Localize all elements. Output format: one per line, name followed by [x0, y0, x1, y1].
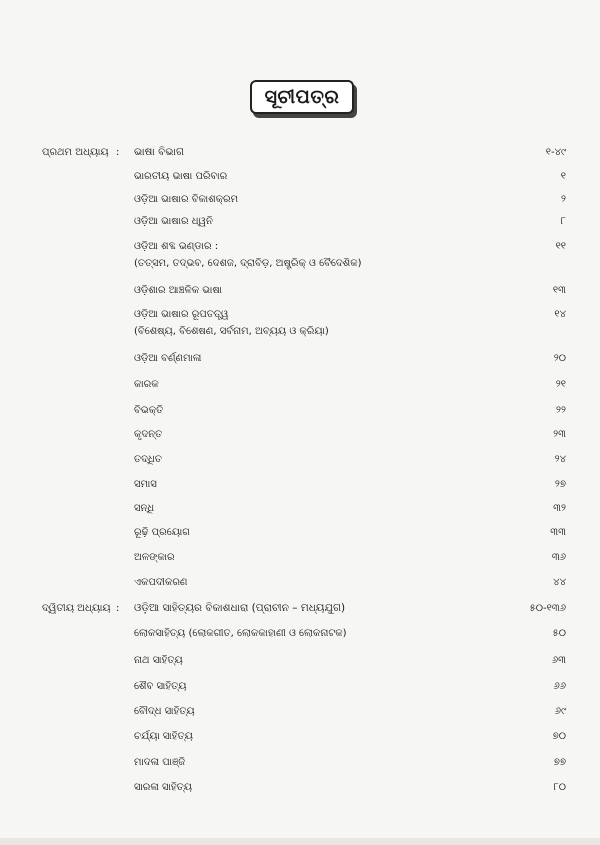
toc-item-text: ଏକପଦୀକରଣ — [134, 577, 188, 588]
chapter-label: ପ୍ରଥମ ଅଧ୍ୟାୟ — [42, 147, 109, 158]
toc-item-title — [134, 284, 222, 297]
toc-item-title — [134, 308, 329, 338]
toc-page-number: ୧୩ — [552, 285, 566, 296]
toc-item-text: ଓଡ଼ିଆ ଭାଷାର ରୂପତତ୍ତ୍ୱ — [134, 309, 229, 320]
toc-item-text: ଓଡ଼ିଶାର ଆଞ୍ଚଳିକ ଭାଷା — [134, 285, 223, 296]
toc-item-text: ଓଡ଼ିଆ ସାହିତ୍ୟର ବିକାଶଧାରା (ପ୍ରାଚୀନ – ମଧ୍ୟଯୁଗ) — [134, 602, 346, 614]
toc-item-title — [134, 705, 195, 718]
toc-page-number: ୩୩ — [550, 527, 566, 538]
toc-page-number: ୬୩ — [551, 655, 566, 666]
toc-page-number: ୨୦ — [553, 353, 566, 364]
toc-page-number: ୨୪ — [554, 454, 566, 465]
toc-item-title — [134, 453, 162, 466]
toc-page-number: ୮ — [560, 216, 566, 227]
toc-item-text: ବିଭକ୍ତି — [134, 405, 164, 416]
toc-item-subtext: (ବିଶେଷ୍ୟ, ବିଶେଷଣ, ସର୍ବନାମ, ଅବ୍ୟୟ ଓ କ୍ରିୟା) — [134, 326, 329, 337]
toc-item-text: ଭାଷା ବିଭାଗ — [134, 146, 185, 158]
toc-item-text: ସନ୍ଧି — [134, 503, 155, 514]
toc-page-number: ୨୩ — [553, 429, 566, 440]
toc-item-text: ବୌଦ୍ଧ ସାହିତ୍ୟ — [134, 706, 195, 717]
toc-item-text: ମାଦଳା ପାଞ୍ଜି — [134, 757, 186, 768]
toc-item-text: ଲୋକସାହିତ୍ୟ (ଲୋକଗୀତ, ଲୋକକାହାଣୀ ଓ ଲୋକନାଟକ) — [134, 628, 347, 639]
toc-page-number: ୧୧ — [555, 241, 566, 252]
toc-page-number: ୨୨ — [556, 405, 566, 416]
toc-item-subtext: (ତତ୍ସମ, ତଦ୍‌ଭବ, ଦେଶଜ, ଦ୍ରାବିଡ଼, ଅଷ୍ଟ୍ରିକ୍ ଓ ବୈଦେଶିକ) — [134, 258, 362, 269]
toc-item-title — [134, 551, 175, 564]
toc-item-text: ଓଡ଼ିଆ ଶବ୍ଦ ଭଣ୍ଡାର : — [134, 241, 219, 252]
toc-item-text: ଓଡ଼ିଆ ଭାଷାର ବିକାଶକ୍ରମ — [134, 194, 239, 205]
chapter-colon: : — [116, 603, 120, 614]
toc-page-number: ୨୭ — [554, 479, 566, 490]
toc-page-number: ୫୦ — [552, 628, 566, 639]
toc-item-title — [134, 193, 238, 206]
toc-item-title — [134, 352, 201, 365]
toc-item-title — [134, 428, 162, 441]
toc-item-text: କୃଦନ୍ତ — [134, 429, 163, 440]
toc-item-text: ସମାସ — [134, 479, 157, 490]
toc-page-number: ୨୧ — [555, 379, 566, 390]
toc-item-text: ଚର୍ଯ୍ୟା ସାହିତ୍ୟ — [134, 731, 193, 742]
toc-item-text: ଭାରତୀୟ ଭାଷା ପରିବାର — [134, 171, 228, 182]
toc-item-title — [134, 526, 190, 539]
chapter-label: ଦ୍ୱିତୀୟ ଅଧ୍ୟାୟ — [42, 603, 111, 614]
toc-page-number: ୬୬ — [553, 681, 566, 692]
toc-item-title — [134, 730, 193, 743]
toc-item-text: ଓଡ଼ିଆ ବର୍ଣ୍ଣମାଳା — [134, 353, 202, 364]
toc-item-title — [134, 781, 192, 794]
toc-item-text: ଅଳଙ୍କାର — [134, 552, 175, 563]
toc-page-number: ୧-୪୯ — [545, 147, 566, 158]
toc-item-title — [134, 654, 183, 667]
toc-item-title — [134, 215, 213, 228]
toc-item-title — [134, 378, 159, 391]
toc-item-text: ଶୈବ ସାହିତ୍ୟ — [134, 681, 187, 692]
toc-page-number: ୩୨ — [553, 503, 566, 514]
page-title: ସୂଚୀପତ୍ର — [250, 80, 354, 114]
toc-page-number: ୬୯ — [554, 706, 566, 717]
toc-item-title — [134, 170, 227, 183]
toc-page-number: ୫୦-୧୩୬ — [529, 603, 566, 614]
toc-page-number: ୪୪ — [553, 577, 566, 588]
toc-item-text: ସାରଳା ସାହିତ୍ୟ — [134, 782, 193, 793]
toc-item-text: ଓଡ଼ିଆ ଭାଷାର ଧ୍ୱନି — [134, 216, 213, 227]
chapter-title — [134, 146, 184, 159]
toc-item-title — [134, 576, 188, 589]
chapter-title — [134, 602, 345, 615]
toc-item-title — [134, 240, 362, 270]
toc-page-number: ୧ — [560, 171, 566, 182]
toc-item-text: ନାଥ ସାହିତ୍ୟ — [134, 655, 183, 666]
toc-item-title — [134, 478, 157, 491]
toc-item-title — [134, 756, 185, 769]
toc-page-number: ୭୦ — [552, 731, 566, 742]
toc-page-number: ୮୦ — [553, 782, 566, 793]
toc-item-title — [134, 502, 154, 515]
toc-item-text: କାରକ — [134, 379, 159, 390]
chapter-colon: : — [116, 147, 120, 158]
toc-item-text: ତଦ୍ଧିତ — [134, 454, 162, 465]
page-bottom-edge — [0, 838, 600, 845]
toc-page-number: ୩୬ — [551, 552, 566, 563]
toc-page-number: ୧୪ — [554, 309, 566, 320]
toc-item-title — [134, 404, 163, 417]
toc-page-number: ୭୭ — [553, 757, 566, 768]
toc-item-title — [134, 680, 186, 693]
toc-item-title — [134, 627, 347, 640]
toc-item-text: ରୂଢ଼ି ପ୍ରୟୋଗ — [134, 527, 190, 538]
toc-page-number: ୨ — [561, 194, 566, 205]
